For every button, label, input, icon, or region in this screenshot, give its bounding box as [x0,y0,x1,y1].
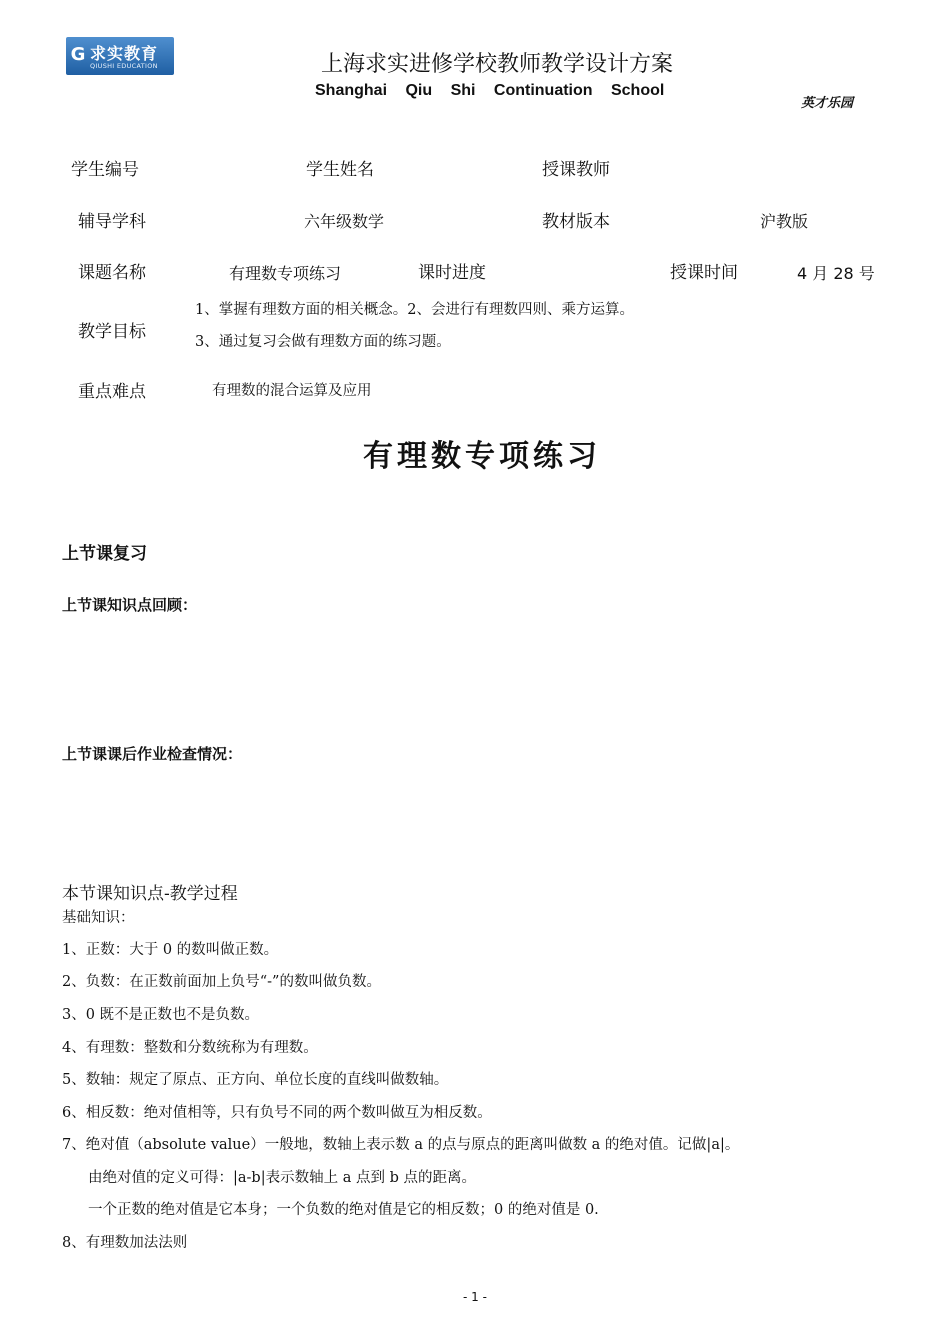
subject-label: 辅导学科 [78,212,146,232]
knowledge-item: 6、相反数：绝对值相等，只有负号不同的两个数叫做互为相反数。 [62,1105,492,1121]
knowledge-item: 2、负数：在正数前面加上负号“-”的数叫做负数。 [62,974,381,990]
student-name-label: 学生姓名 [306,160,374,180]
textbook-label: 教材版本 [542,212,610,232]
logo-text-cn: 求实教育 [90,44,159,63]
logo-text-en: QIUSHI EDUCATION [90,62,158,70]
topic-value: 有理数专项练习 [229,264,342,283]
time-label: 授课时间 [670,263,738,283]
keypoint-value: 有理数的混合运算及应用 [212,383,372,399]
topic-label: 课题名称 [78,263,146,283]
knowledge-item: 8、有理数加法法则 [62,1235,188,1251]
logo-mark-icon: G [70,44,86,65]
objective-label: 教学目标 [78,322,146,342]
student-id-label: 学生编号 [71,160,139,180]
teacher-label: 授课教师 [542,160,610,180]
knowledge-item: 3、0 既不是正数也不是负数。 [62,1007,260,1023]
document-title: 上海求实进修学校教师教学设计方案 [320,52,673,77]
knowledge-item: 5、数轴：规定了原点、正方向、单位长度的直线叫做数轴。 [62,1072,449,1088]
knowledge-item: 由绝对值的定义可得：|a-b|表示数轴上 a 点到 b 点的距离。 [88,1170,476,1186]
lesson-title: 有理数专项练习 [363,439,601,474]
page-number: - 1 - [463,1290,487,1304]
school-name-english: Shanghai Qiu Shi Continuation School [315,82,665,99]
time-value: 4 月 28 号 [797,264,875,283]
motto: 英才乐园 [801,96,854,111]
subject-value: 六年级数学 [304,212,385,231]
progress-label: 课时进度 [418,263,486,283]
objective-line-1: 1、掌握有理数方面的相关概念。2、会进行有理数四则、乘方运算。 [195,302,634,318]
homework-heading: 上节课课后作业检查情况： [62,745,243,763]
objective-line-2: 3、通过复习会做有理数方面的练习题。 [195,334,451,350]
basics-label: 基础知识： [62,910,135,926]
knowledge-item: 一个正数的绝对值是它本身；一个负数的绝对值是它的相反数；0 的绝对值是 0. [88,1202,599,1218]
keypoint-label: 重点难点 [78,382,146,402]
knowledge-item: 4、有理数：整数和分数统称为有理数。 [62,1040,318,1056]
textbook-value: 沪教版 [760,212,809,231]
knowledge-item: 1、正数：大于 0 的数叫做正数。 [62,942,279,958]
review-heading: 上节课复习 [62,544,147,564]
recall-heading: 上节课知识点回顾： [62,596,198,614]
process-heading: 本节课知识点-教学过程 [62,884,238,904]
knowledge-item: 7、绝对值（absolute value）一般地，数轴上表示数 a 的点与原点的距离叫做数 a 的绝对值。记做|a|。 [62,1137,740,1153]
